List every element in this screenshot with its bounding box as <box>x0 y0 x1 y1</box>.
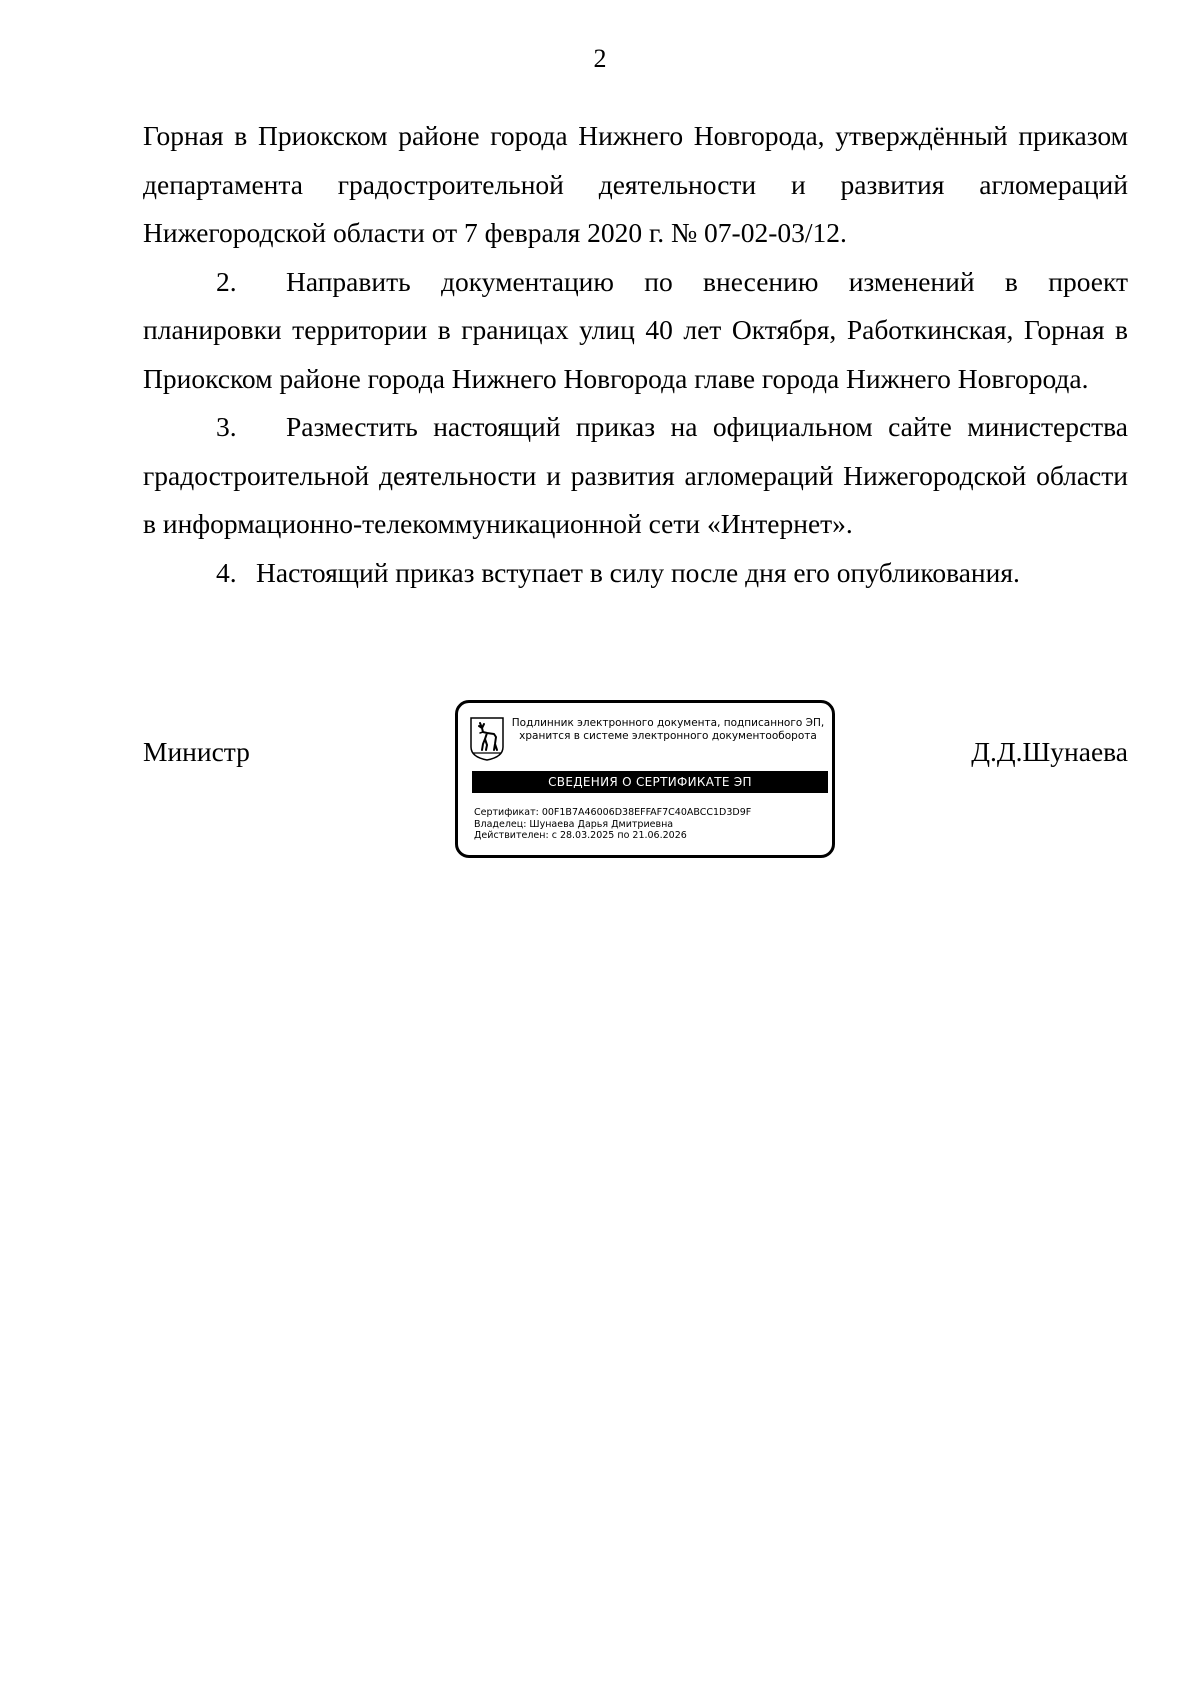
signatory-position: Министр <box>143 736 250 767</box>
stamp-certificate-title: СВЕДЕНИЯ О СЕРТИФИКАТЕ ЭП <box>472 771 828 793</box>
stamp-validity: Действителен: с 28.03.2025 по 21.06.2026 <box>474 830 687 841</box>
deer-emblem-icon <box>470 717 504 761</box>
document-body <box>143 112 1128 597</box>
paragraph-1: Горная в Приокском районе города Нижнего Новгорода, утверждённый приказом департамента градостроительной деятельности и развития агломераций Нижегородской области от 7 февраля 2020 г. № 07-02-03/12. <box>143 120 1128 248</box>
stamp-header <box>508 717 828 743</box>
stamp-owner: Владелец: Шунаева Дарья Дмитриевна <box>474 818 674 830</box>
paragraph-4 <box>143 549 1128 598</box>
paragraph-2 <box>143 258 1128 404</box>
paragraph-3-number: 3. <box>216 411 237 442</box>
stamp-header-line-1: Подлинник электронного документа, подписанного ЭП, <box>511 717 825 729</box>
paragraph-2-number: 2. <box>216 265 237 297</box>
stamp-header-line-2: хранится в системе электронного документооборота <box>519 730 817 742</box>
paragraph-3-text: Разместить настоящий приказ на официальном сайте министерства градостроительной деятельности и развития агломераций Нижегородской области в информационно-телекоммуникационной сети «Интернет». <box>143 411 1128 539</box>
electronic-signature-stamp <box>455 700 835 858</box>
paragraph-4-text: Настоящий приказ вступает в силу после дня его опубликования. <box>256 556 1020 588</box>
paragraph-2-text: Направить документацию по внесению изменений в проект планировки территории в границах улиц 40 лет Октября, Работкинская, Горная в Приокском районе города Нижнего Новгорода главе города Нижнего Новгорода. <box>143 265 1128 394</box>
page-number: 2 <box>593 44 607 73</box>
paragraph-4-number: 4. <box>216 556 237 588</box>
stamp-certificate-number: Сертификат: 00F1B7A46006D38EFFAF7C40ABCC1D3D9F <box>474 807 752 818</box>
paragraph-3 <box>143 403 1128 549</box>
stamp-certificate-info <box>474 807 824 842</box>
signatory-name: Д.Д.Шунаева <box>971 736 1128 767</box>
